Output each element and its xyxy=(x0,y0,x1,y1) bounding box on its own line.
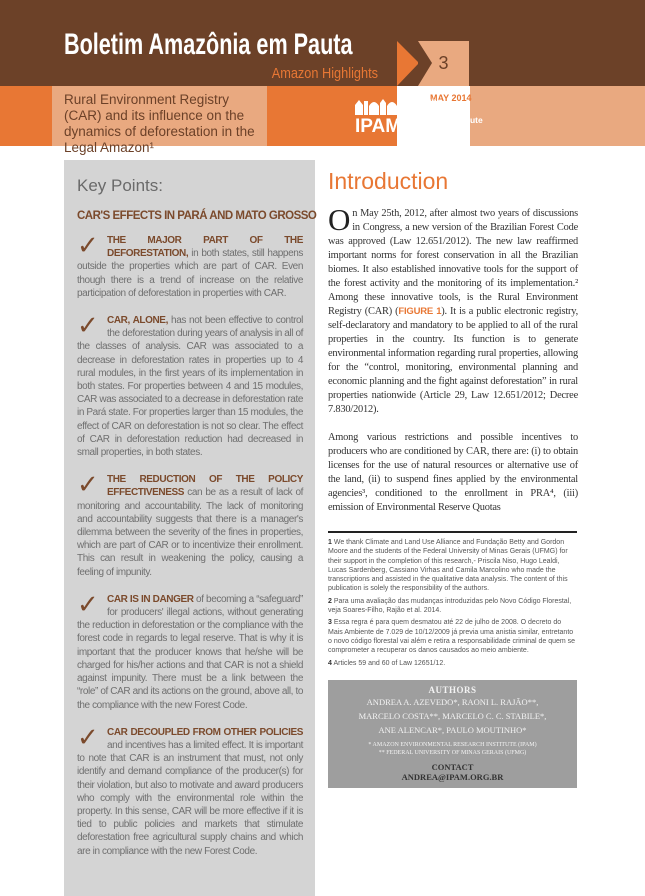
key-point-lead: CAR, ALONE, xyxy=(107,315,168,327)
footnote-text: Essa regra é para quem desmatou até 22 de julho de 2008. O decreto do Mais Ambiente de 7.029 de 10/12/2009 já previa uma anistia similar, entretanto o novo código florestal vai além e retira a responsabilidade criminal de quem se comprometer a recuperar os danos causados ao meio ambiente. xyxy=(328,619,576,655)
figure-link[interactable]: FIGURE 1 xyxy=(398,306,442,317)
checkmark-icon: ✓ xyxy=(77,230,99,260)
key-point xyxy=(77,469,303,579)
footnote-text: We thank Climate and Land Use Alliance and Fundação Betty and Gordon Moore and the students of the Federal University of Minas Gerais (UFMG) for their support in the completion of this research,- Priscila Niso, Hugo Lealdi, Lucas Sardenberg, Cassiano Virhas and Camila Marcolino who made the transcriptions and assisted in the qualitative data analysis. The content of this publication is solely the responsibility of the authors. xyxy=(328,539,568,593)
authors-heading: AUTHORS xyxy=(428,684,477,695)
key-points-subtitle: CAR'S EFFECTS IN PARÁ AND MATO GROSSO xyxy=(77,210,317,222)
author-line: MARCELO COSTA**, MARCELO C. C. STABILE*, xyxy=(358,710,547,721)
key-point-text: can be as a result of lack of monitoring and accountability. The lack of monitoring and accountability suggests that there is a manager's dilemma between the severity of the fines in properties, which are part of CAR or to incentivize their enrollment. This can result in weakening the policy, causing a feeling of impunity. xyxy=(77,487,303,578)
checkmark-icon: ✓ xyxy=(77,310,99,341)
footnote xyxy=(328,538,577,594)
ipam-logo xyxy=(355,97,490,141)
key-point xyxy=(77,588,303,712)
intro-paragraph xyxy=(328,202,579,417)
footnotes xyxy=(328,538,577,668)
checkmark-icon: ✓ xyxy=(77,588,99,619)
drop-cap: O xyxy=(328,202,351,237)
main-column xyxy=(328,168,578,788)
contact-email[interactable]: ANDREA@IPAM.ORG.BR xyxy=(401,771,504,782)
checkmark-icon: ✓ xyxy=(77,469,99,500)
publication-title: Boletim Amazônia em Pauta xyxy=(64,28,353,61)
key-point-text: of becoming a “safeguard” for producers' illegal actions, without generating the reduction in deforestation or the compliance with the forest code in regards to legal reserve. That is why it is important that the producer knows that he/she will be charged for his/her actions and that CAR is not a shield against impunity. There must be a link between the “role” of CAR and its actions on the ground, above all, to the compliance with the new Forest Code. xyxy=(77,593,303,711)
footnote-number: 2 xyxy=(328,597,332,605)
key-point-lead: CAR IS IN DANGER xyxy=(107,593,194,605)
key-point-lead: CAR DECOUPLED FROM OTHER POLICIES xyxy=(107,726,303,738)
footnote-text: Para uma avaliação das mudanças introduzidas pelo Novo Código Florestal, veja Soares-Filho, Rajão et al. 2014. xyxy=(328,597,572,615)
key-point-text: and incentives has a limited effect. It is important to note that CAR is an instrument that must, not only identify and demand compliance of the producer(s) for their violation, but also to motivate and award producers who comply with the environmental role within the property. In this sense, CAR will be more effective if it is tied to public policies and markets that stimulate deforestation free agricultural supply chains and which are in compliance with the new Forest Code. xyxy=(77,739,303,857)
footnote-number: 3 xyxy=(328,619,332,627)
authors-box xyxy=(328,680,577,788)
footnote-text: Articles 59 and 60 of Law 12651/12. xyxy=(331,659,446,667)
footnote-number: 1 xyxy=(328,539,332,546)
text: ). It is a public electronic registry, self-declaratory and mandatory to be applied to all of the rural properties in the country. Its function is to generate environmental information regarding rural properties, allowing for the “control, monitoring, environmental planning and economic planning and the fight against deforestation” in rural properties nationwide (Article 29, Law 12.651/2012; Decree 7.830/2012). xyxy=(328,306,579,415)
arrow-decoration xyxy=(397,41,419,86)
publication-subtitle: Amazon Highlights xyxy=(271,65,378,82)
footnote-divider xyxy=(328,531,577,533)
footnote-number: 4 xyxy=(328,659,332,667)
second-paragraph: Among various restrictions and possible incentives to producers who are conditioned by CAR, there are: (i) to obtain licenses for the use of natural resources or alternative use of the land, (ii) to suspend fines applied by the environmental agencies³, conditioned to the enrollment in PRA⁴, (iii) emission of Environmental Reserve Quotas xyxy=(328,432,578,513)
issue-date: MAY 2014 xyxy=(430,93,472,103)
key-point-lead: THE MAJOR PART OF THE DEFORESTATION, xyxy=(107,235,303,260)
key-point-lead: THE REDUCTION OF THE POLICY EFFECTIVENESS xyxy=(107,474,303,499)
key-points-title: Key Points: xyxy=(77,176,163,195)
contact-label: CONTACT xyxy=(431,761,474,772)
footnote xyxy=(328,618,577,655)
key-point xyxy=(77,721,303,858)
key-point xyxy=(77,230,303,300)
key-point xyxy=(77,310,303,459)
author-line: ANDREA A. AZEVEDO*, RAONI L. RAJÃO**, xyxy=(366,696,539,707)
logo-org: Amazon Environmental Research Institute xyxy=(409,96,483,125)
checkmark-icon: ✓ xyxy=(77,721,99,752)
section-title: Introduction xyxy=(328,168,449,194)
key-point-text: has not been effective to control the deforestation during years of analysis in all of the classes of analysis. CAR was associated to a decrease in deforestation rates in properties up to 4 rural modules, in the first years of its implementation in both states. For properties between 4 and 15 modules, CAR was associated to a decrease in deforestation rate in Pará state. For properties larger than 15 modules, the effect of CAR on deforestation is not so clear. The effect of CAR in deforestation reduction had decreased in small properties, in both states. xyxy=(77,315,303,459)
affiliation: * AMAZON ENVIRONMENTAL RESEARCH INSTITUTE (IPAM) xyxy=(368,741,537,748)
key-points-sidebar xyxy=(64,160,315,896)
arrow-decoration xyxy=(418,41,432,86)
text: n May 25th, 2012, after almost two years of discussions in Congress, a new version of the Brazilian Forest Code was approved (Law 12.651/2012). The new law reaffirmed important norms for forest conservation in all the Brazilian biomes. It also established innovative tools for the support of the forest activity and the monitoring of its implementation.² Among these innovative tools, is the Rural Environment Registry (CAR) ( xyxy=(328,208,578,317)
key-point-text: in both states, still happens outside the properties which are part of CAR. Even though there is a trend of increase on the relative participation of deforestation in properties with CAR. xyxy=(77,248,303,299)
logo-name: IPAM xyxy=(355,116,402,137)
footnote xyxy=(328,659,577,668)
affiliation: ** FEDERAL UNIVERSITY OF MINAS GERAIS (UFMG) xyxy=(378,749,527,756)
trees-icon xyxy=(355,97,407,115)
author-line: ANE ALENCAR*, PAULO MOUTINHO* xyxy=(378,724,527,735)
issue-number: 3 xyxy=(418,41,469,86)
band-orange xyxy=(0,86,52,146)
footnote xyxy=(328,597,577,616)
band-salmon-right xyxy=(470,86,645,146)
topic-title: Rural Environment Registry (CAR) and its influence on the dynamics of deforestation in the Legal Amazon¹ xyxy=(64,92,255,155)
